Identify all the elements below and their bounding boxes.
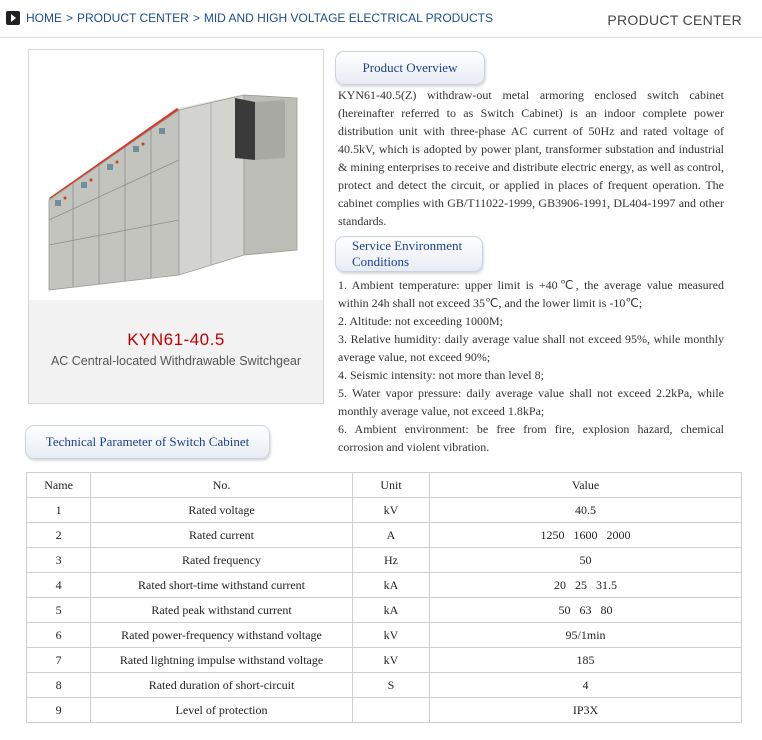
table-row (27, 673, 742, 698)
cell-parameter: Rated frequency (91, 548, 353, 573)
service-environment-heading (335, 236, 483, 272)
cell-unit: kA (352, 573, 429, 598)
breadcrumb-product-center-link[interactable]: PRODUCT CENTER (77, 11, 189, 25)
cell-index: 9 (27, 698, 91, 723)
cell-parameter: Rated voltage (91, 498, 353, 523)
cell-value: 95/1min (430, 623, 742, 648)
cell-parameter: Rated peak withstand current (91, 598, 353, 623)
cell-unit: S (352, 673, 429, 698)
cell-index: 1 (27, 498, 91, 523)
cell-parameter: Rated short-time withstand current (91, 573, 353, 598)
technical-parameter-table (26, 472, 742, 723)
product-overview-text: KYN61-40.5(Z) withdraw-out metal armoring enclosed switch cabinet (hereinafter referred to as Switch Cabinet) is an indoor complete power distribution unit with three-phase AC current of 50Hz and rated voltage of 40.5kV, which is adopted by power plant, transformer substation and industrial & mining enterprises to receive and distribute electric energy, as well as control, protect and detect the circuit, or applied in places of frequent operation. The cabinet complies with GB/T11022-1999, GB3906-1991, DL404-1997 and other standards. (338, 88, 724, 228)
breadcrumb-separator: > (192, 11, 200, 25)
table-row (27, 573, 742, 598)
cell-parameter: Rated current (91, 523, 353, 548)
table-row (27, 648, 742, 673)
table-body (27, 498, 742, 723)
cell-unit: kV (352, 623, 429, 648)
cell-parameter: Rated power-frequency withstand voltage (91, 623, 353, 648)
cell-value: 50 (430, 548, 742, 573)
arrow-right-icon (6, 11, 20, 25)
service-heading-line-2: Conditions (352, 254, 410, 269)
table-row (27, 548, 742, 573)
cell-value: 1250 1600 2000 (430, 523, 742, 548)
product-description: AC Central-located Withdrawable Switchgear (50, 354, 302, 368)
cell-index: 3 (27, 548, 91, 573)
cell-index: 8 (27, 673, 91, 698)
breadcrumb-category-link[interactable]: MID AND HIGH VOLTAGE ELECTRICAL PRODUCTS (203, 11, 493, 25)
divider (0, 37, 762, 38)
cell-value: 50 63 80 (430, 598, 742, 623)
cell-unit: Hz (352, 548, 429, 573)
table-row (27, 498, 742, 523)
table-row (27, 598, 742, 623)
cell-index: 7 (27, 648, 91, 673)
technical-parameter-heading (25, 425, 270, 459)
cell-value: 4 (430, 673, 742, 698)
cell-value: IP3X (430, 698, 742, 723)
product-model: KYN61-40.5 (127, 330, 225, 349)
cell-index: 4 (27, 573, 91, 598)
cell-index: 5 (27, 598, 91, 623)
column-header-unit: Unit (352, 473, 429, 498)
table-header-row (27, 473, 742, 498)
product-overview-heading-label: Product Overview (362, 60, 458, 75)
cell-value: 40.5 (430, 498, 742, 523)
table-row (27, 698, 742, 723)
breadcrumb-bar (0, 0, 762, 38)
column-header-value: Value (430, 473, 742, 498)
product-overview-heading (335, 51, 485, 85)
cell-unit: kV (352, 648, 429, 673)
list-item: 4. Seismic intensity: not more than level 8; (338, 368, 544, 382)
table-row (27, 523, 742, 548)
cell-parameter: Rated lightning impulse withstand voltage (91, 648, 353, 673)
list-item: 3. Relative humidity: daily average value shall not exceed 95%, while monthly average value, not exceed 90%; (338, 332, 724, 364)
list-item: 1. Ambient temperature: upper limit is +40℃, the average value measured within 24h shall not exceed 35℃, and the lower limit is -10℃; (338, 278, 724, 310)
column-header-no: No. (91, 473, 353, 498)
technical-parameter-heading-label: Technical Parameter of Switch Cabinet (45, 434, 250, 449)
cell-value: 185 (430, 648, 742, 673)
section-title: PRODUCT CENTER (607, 12, 742, 28)
cell-unit: A (352, 523, 429, 548)
cell-parameter: Rated duration of short-circuit (91, 673, 353, 698)
cell-parameter: Level of protection (91, 698, 353, 723)
cell-value: 20 25 31.5 (430, 573, 742, 598)
list-item: 5. Water vapor pressure: daily average value shall not exceed 2.2kPa, while monthly average value, not exceed 1.8kPa; (338, 386, 724, 418)
breadcrumb-home-link[interactable]: HOME (26, 11, 62, 25)
cell-unit: kA (352, 598, 429, 623)
cell-index: 6 (27, 623, 91, 648)
cell-unit (352, 698, 429, 723)
list-item: 2. Altitude: not exceeding 1000M; (338, 314, 503, 328)
table-row (27, 623, 742, 648)
service-conditions-list (338, 276, 724, 456)
cell-unit: kV (352, 498, 429, 523)
switchgear-illustration (29, 50, 323, 300)
breadcrumb (26, 11, 493, 25)
list-item: 6. Ambient environment: be free from fire, explosion hazard, chemical corrosion and violent vibration. (338, 422, 724, 454)
breadcrumb-separator: > (66, 11, 74, 25)
product-image[interactable] (29, 50, 323, 300)
column-header-name: Name (27, 473, 91, 498)
service-heading-line-1: Service Environment (352, 238, 463, 253)
cell-index: 2 (27, 523, 91, 548)
